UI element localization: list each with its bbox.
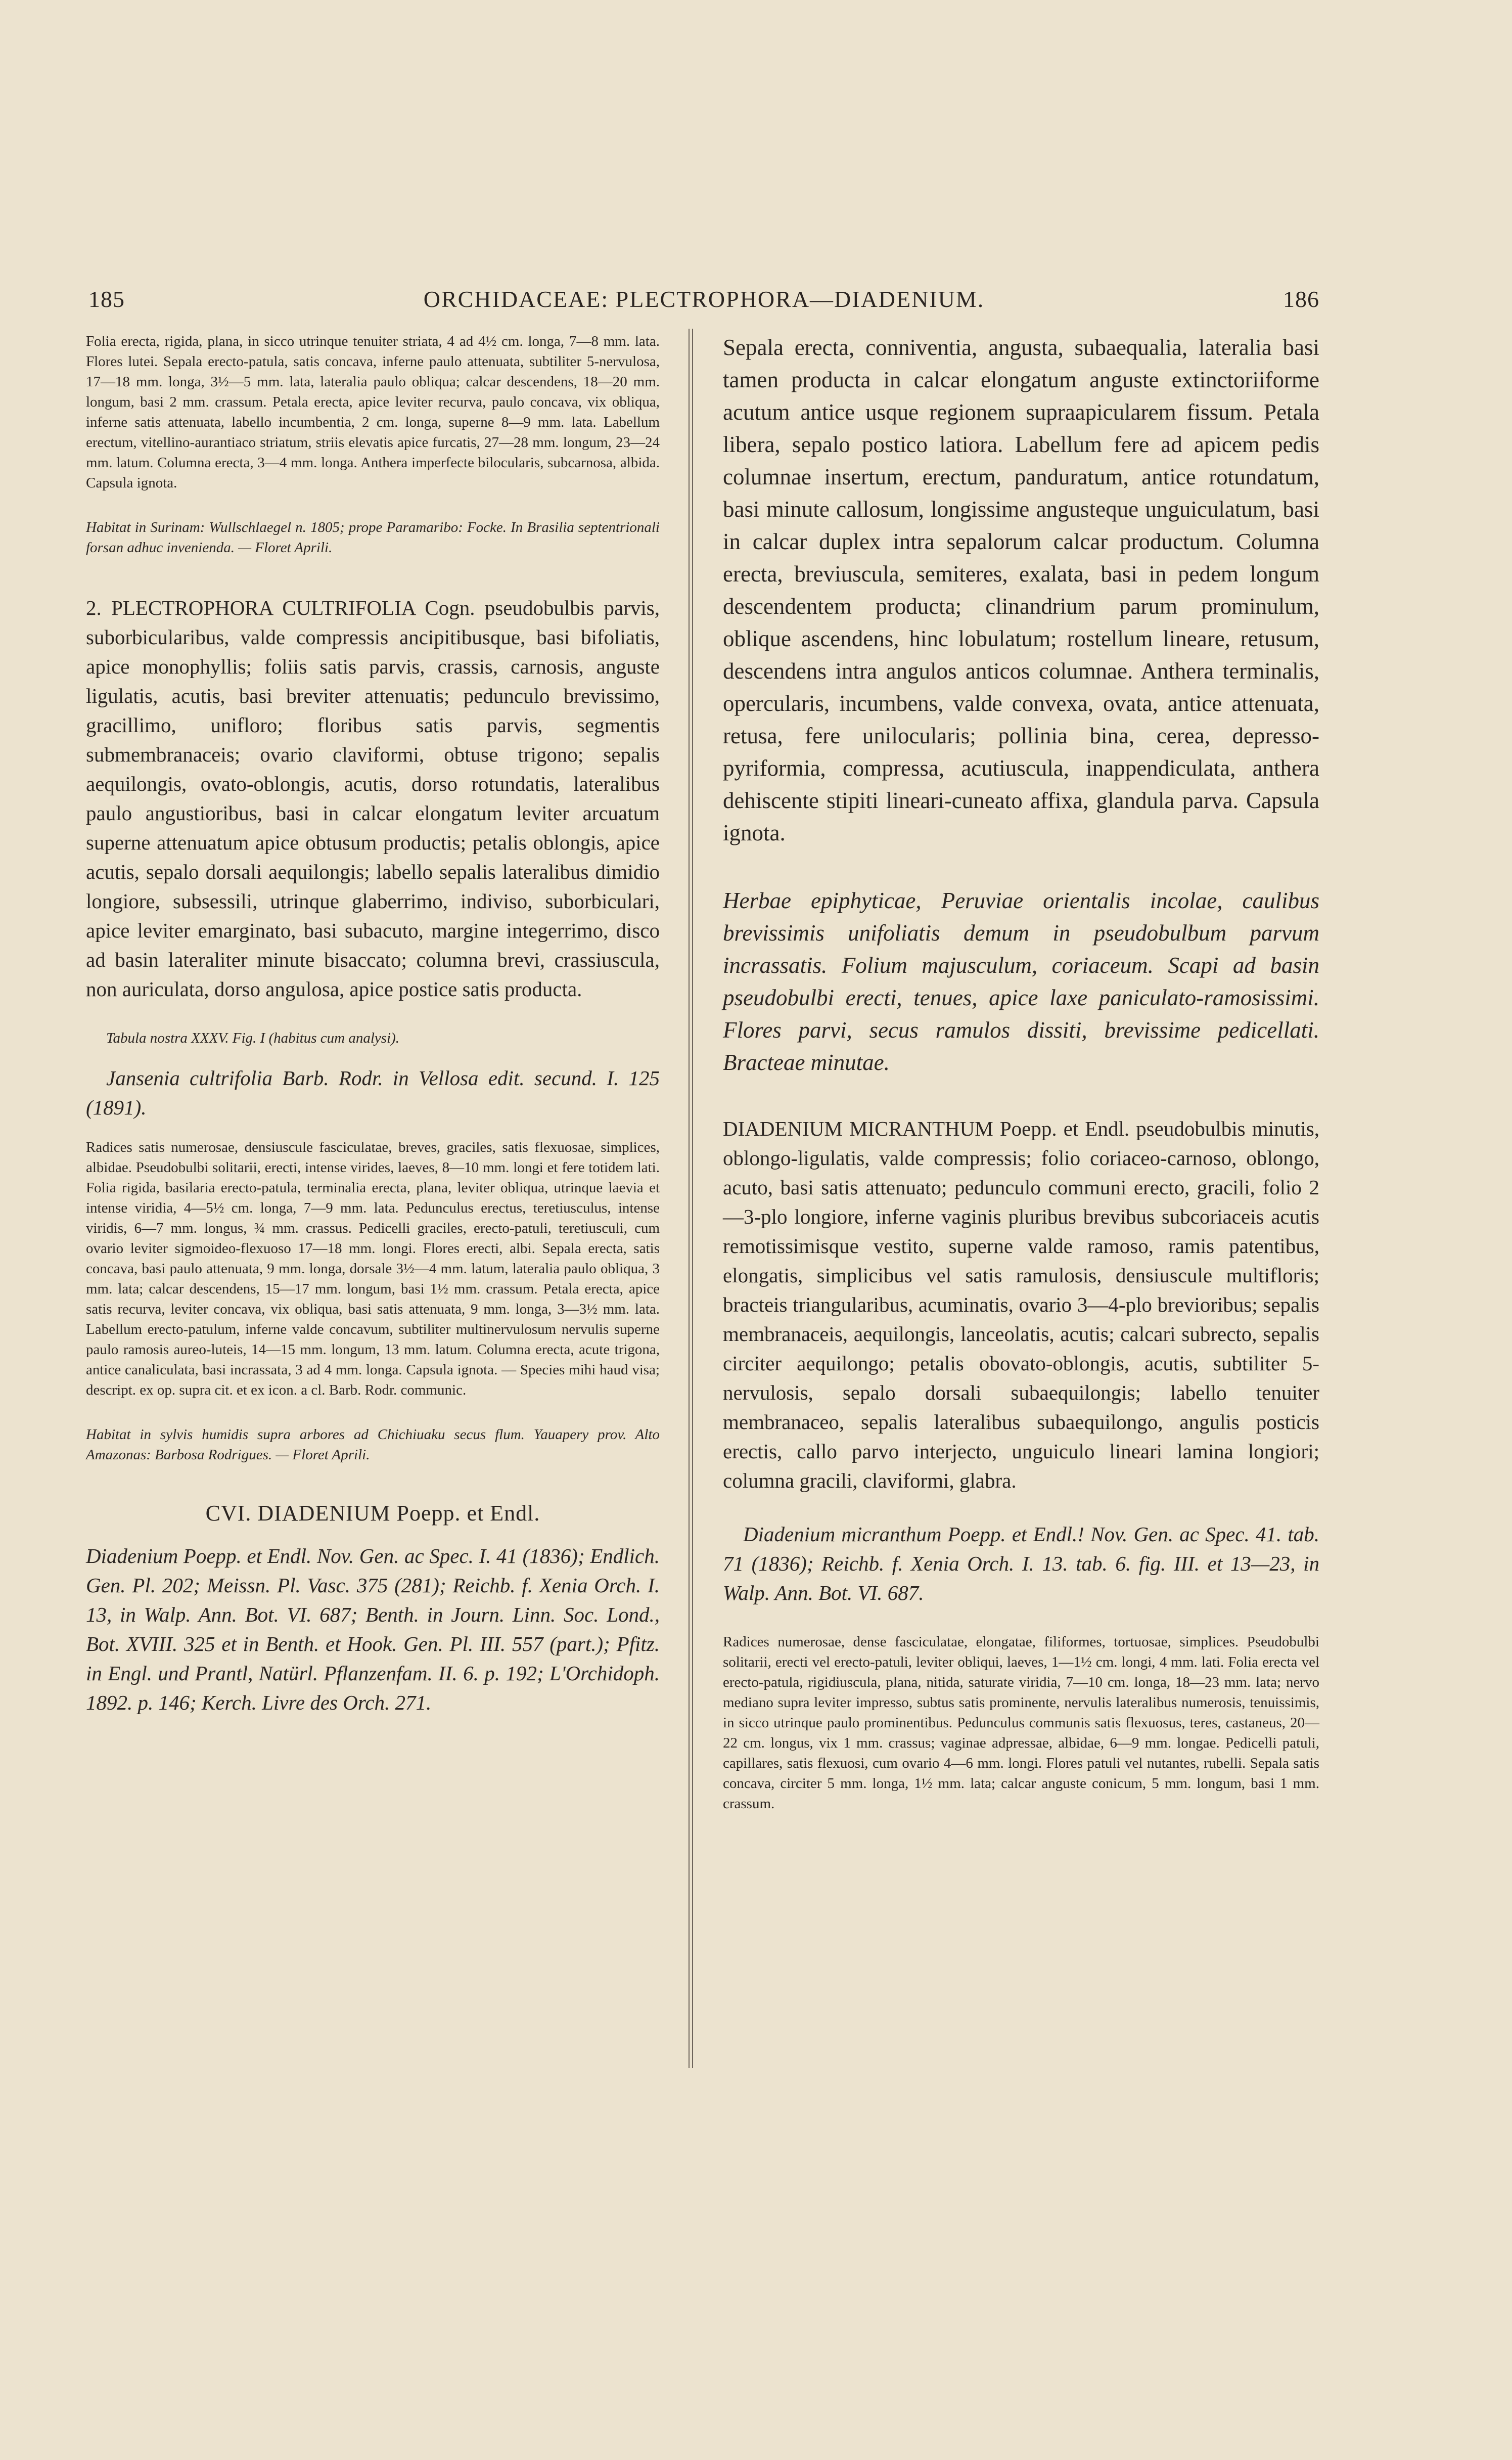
genus-bibliography: Diadenium Poepp. et Endl. Nov. Gen. ac Spec. I. 41 (1836); Endlich. Gen. Pl. 202; Meissn. Pl. Vasc. 375 (281); Reichb. f. Xenia Orch. I. 13, in Walp. Ann. Bot. VI. 687; Benth. in Journ. Linn. Soc. Lond., Bot. XVIII. 325 et in Benth. et Hook. Gen. Pl. III. 557 (part.); Pfitz. in Engl. und Prantl, Natürl. Pflanzenfam. II. 6. p. 192; L'Orchidoph. 1892. p. 146; Kerch. Livre des Orch. 271. — [86, 1544, 660, 1714]
left-column — [86, 331, 660, 1717]
species-description-diadenium: Radices numerosae, dense fasciculatae, elongatae, filiformes, tortuosae, simplices. Pseudobulbi solitarii, erecti vel erecto-patuli, leviter obliqui, laeves, 1—1½ cm. longi, 4 mm. lati. Folia erecta vel erecto-patula, rigidiuscula, plana, nitida, saturate viridia, 7—10 cm. longa, 18—23 mm. lata; nervo mediano supra leviter impresso, subtus satis prominente, nervulis lateralibus numerosis, tenuissimis, in sicco utrinque paulo prominentibus. Pedunculus communis satis flexuosus, teres, castaneus, 20—22 cm. longus, vix 1 mm. crassus; vaginae adpressae, albidae, 6—9 mm. longae. Pedicelli patuli, capillares, satis flexuosi, cum ovario 4—6 mm. longi. Flores patuli vel nutantes, rubelli. Sepala satis concava, circiter 5 mm. longa, 1½ mm. lata; calcar anguste conicum, 5 mm. longum, basi 1 mm. crassum. — [723, 1634, 1319, 1812]
species-description: Radices satis numerosae, densiuscule fasciculatae, breves, graciles, satis flexuosae, simplices, albidae. Pseudobulbi solitarii, erecti, intense virides, laeves, 8—10 mm. longi et fere totidem lati. Folia rigida, basilaria erecto-patula, terminalia erecta, plana, leviter obliqua, utrinque laevia et intense viridia, 4—5½ cm. longa, 7—9 mm. lata. Pedunculus erectus, teretiusculus, intense viridis, 6—7 mm. longus, ¾ mm. crassus. Pedicelli graciles, erecto-patuli, teretiusculi, cum ovario leviter sigmoideo-flexuoso 17—18 mm. longi. Flores erecti, albi. Sepala erecta, satis concava, basi paulo attenuata, 9 mm. longa, dorsale 3½—4 mm. latum, lateralia paulo obliqua, 3 mm. lata; calcar descendens, 15—17 mm. longum, basi 1½ mm. crassum. Petala erecta, apice satis recurva, leviter concava, vix obliqua, basi satis attenuata, 9 mm. longa, 3—3½ mm. lata. Labellum erecto-patulum, inferne valde concavum, subtiliter multinervulosum nervulis superne paulo ramosis aureo-luteis, 14—15 mm. longum, 13 mm. latum. Columna erecta, acute trigona, antice canaliculata, basi incrassata, 3 ad 4 mm. longa. Capsula ignota. — Species mihi haud visa; descript. ex op. supra cit. et ex icon. a cl. Barb. Rodr. communic. — [86, 1139, 660, 1398]
habitat-paragraph-2: Habitat in sylvis humidis supra arbores ad Chichiuaku secus flum. Yauapery prov. Alto Amazonas: Barbosa Rodrigues. — Floret Aprili. — [86, 1426, 660, 1463]
running-header — [88, 286, 1319, 326]
column-divider — [689, 329, 693, 2068]
genus-habit-summary: Herbae epiphyticae, Peruviae orientalis incolae, caulibus brevissimis unifoliatis demum in pseudobulbum parvum incrassatis. Folium majusculum, coriaceum. Scapi ad basin pseudobulbi erecti, tenues, apice laxe paniculato-ramosissimi. Flores parvi, secus ramulos dissiti, brevissime pedicellati. Bracteae minutae. — [723, 888, 1319, 1075]
habitat-paragraph: Habitat in Surinam: Wullschlaegel n. 1805; prope Paramaribo: Focke. In Brasilia septentrionali forsan adhuc invenienda. — Floret Aprili. — [86, 519, 660, 556]
genus-description: Sepala erecta, conniventia, angusta, subaequalia, lateralia basi tamen producta in calcar elongatum anguste extinctoriiforme acutum antice usque regionem supraapicularem fissum. Petala libera, sepalo postico latiora. Labellum fere ad apicem pedis columnae insertum, erectum, panduratum, antice rotundatum, basi minute callosum, longissime angusteque unguiculatum, basi in calcar duplex intra sepalorum calcar productum. Columna erecta, breviuscula, semiteres, exalata, basi in pedem longum descendentem producta; clinandrium parum prominulum, oblique ascendens, hinc lobulatum; rostellum lineare, retusum, descendens intra angulos anticos columnae. Anthera terminalis, opercularis, incumbens, valde convexa, ovata, antice attenuata, retusa, fere unilocularis; pollinia bina, cerea, depresso-pyriformia, compressa, acutiuscula, inappendiculata, anthera dehiscente stipiti lineari-cuneato affixa, glandula parva. Capsula ignota. — [723, 335, 1319, 845]
description-paragraph: Folia erecta, rigida, plana, in sicco utrinque tenuiter striata, 4 ad 4½ cm. longa, 7—8 mm. lata. Flores lutei. Sepala erecto-patula, satis concava, inferne paulo attenuata, subtiliter 5-nervulosa, 17—18 mm. longa, 3½—5 mm. lata, lateralia paulo obliqua; calcar descendens, 18—20 mm. longum, basi 2 mm. crassum. Petala erecta, apice leviter recurva, paulo concava, vix obliqua, inferne satis attenuata, labello incumbentia, 2 cm. longa, superne 8—9 mm. lata. Labellum erectum, vitellino-aurantiaco striatum, striis elevatis apice furcatis, 27—28 mm. longum, 23—24 mm. latum. Columna erecta, 3—4 mm. longa. Anthera imperfecte bilocularis, subcarnosa, albida. Capsula ignota. — [86, 333, 660, 491]
species-diagnosis: 2. PLECTROPHORA CULTRIFOLIA Cogn. pseudobulbis parvis, suborbicularibus, valde compressis ancipitibusque, basi bifoliatis, apice monophyllis; foliis satis parvis, crassis, carnosis, anguste ligulatis, acutis, basi breviter attenuatis; pedunculo brevissimo, gracillimo, unifloro; floribus satis parvis, segmentis submembranaceis; ovario claviformi, obtuse trigono; sepalis aequilongis, ovato-oblongis, acutis, dorso rotundatis, lateralibus paulo angustioribus, basi in calcar elongatum leviter arcuatum superne attenuatum apice obtusum productis; petalis oblongis, apice acutis, sepalo dorsali aequilongis; labello sepalis lateralibus dimidio longiore, subsessili, utrinque glaberrimo, indiviso, suborbiculari, apice leviter emarginato, basi subacuto, margine integerrimo, disco ad basin lateraliter minute bisaccato; columna brevi, crassiuscula, non auriculata, dorso angulosa, apice postice satis producta. — [86, 596, 660, 1001]
species-diagnosis-diadenium: DIADENIUM MICRANTHUM Poepp. et Endl. pseudobulbis minutis, oblongo-ligulatis, valde compressis; folio coriaceo-carnoso, oblongo, acuto, basi satis attenuato; pedunculo communi erecto, gracili, folio 2—3-plo longiore, inferne vaginis pluribus brevibus subcoriaceis acutis remotissimisque vestito, superne valde ramoso, ramis patentibus, elongatis, simplicibus vel satis ramulosis, densiuscule multifloris; bracteis triangularibus, acuminatis, ovario 3—4-plo brevioribus; sepalis membranaceis, aequilongis, lanceolatis, acutis; calcari subrecto, sepalis circiter aequilongo; petalis obovato-oblongis, acutis, subtiliter 5-nervulosis, sepalo dorsali subaequilongis; labello tenuiter membranaceo, sepalis lateralibus subaequilongo, angulis posticis erectis, callo parvo interjecto, unguiculo lineari lamina longiori; columna gracili, claviformi, glabra. — [723, 1117, 1319, 1492]
synonym-citation: Jansenia cultrifolia Barb. Rodr. in Vellosa edit. secund. I. 125 (1891). — [86, 1066, 660, 1119]
running-title: ORCHIDACEAE: PLECTROPHORA—DIADENIUM. — [423, 286, 985, 312]
page-number-left: 185 — [88, 286, 125, 312]
species-citation: Diadenium micranthum Poepp. et Endl.! Nov. Gen. ac Spec. 41. tab. 71 (1836); Reichb. f. Xenia Orch. I. 13. tab. 6. fig. III. et 13—23, in Walp. Ann. Bot. VI. 687. — [723, 1523, 1319, 1604]
right-column — [723, 331, 1319, 1814]
genus-heading: CVI. DIADENIUM Poepp. et Endl. — [205, 1501, 540, 1526]
plate-reference: Tabula nostra XXXV. Fig. I (habitus cum analysi). — [106, 1030, 399, 1046]
page-number-right: 186 — [1283, 286, 1319, 312]
